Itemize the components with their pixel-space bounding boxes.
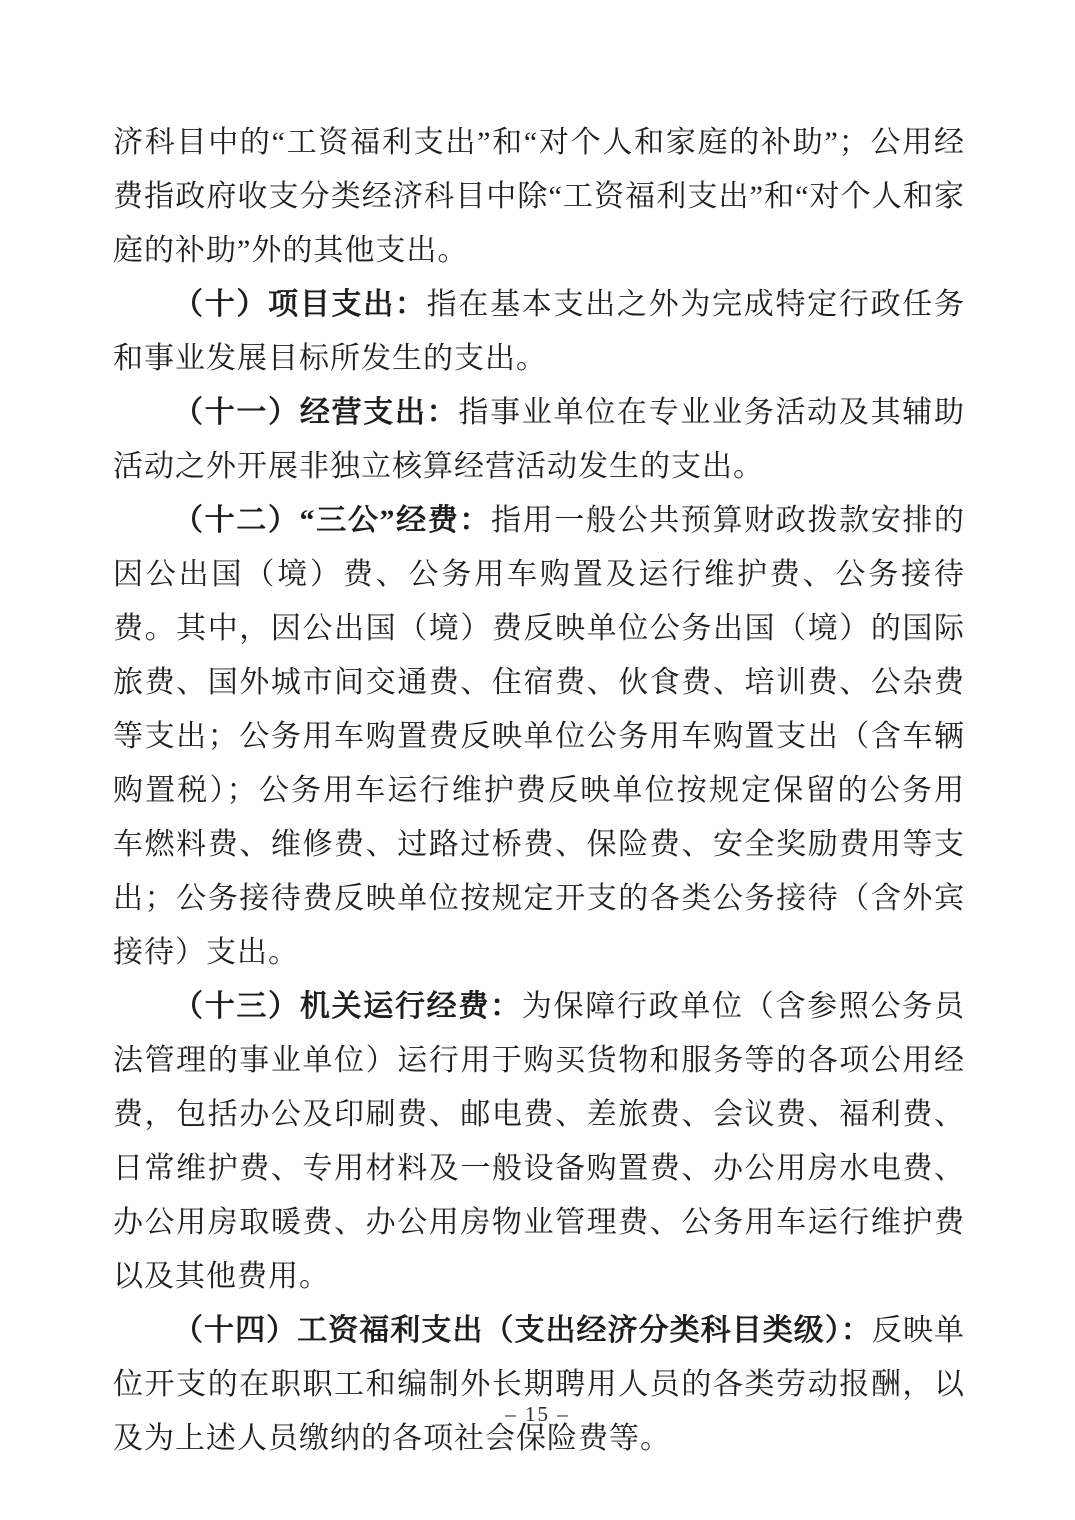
paragraph-text: 指事业单位在专业业务活动及其辅助活动之外开展非独立核算经营活动发生的支出。 bbox=[113, 396, 965, 483]
paragraph-text: 济科目中的“工资福利支出”和“对个人和家庭的补助”；公用经费指政府收支分类经济科目中除“工资福利支出”和“对个人和家庭的补助”外的其他支出。 bbox=[113, 126, 965, 267]
section-label: （十一）经营支出： bbox=[173, 396, 459, 429]
paragraph-text: 反映单位开支的在职职工和编制外长期聘用人员的各类劳动报酬，以及为上述人员缴纳的各项社会保险费等。 bbox=[113, 1314, 966, 1455]
paragraph-operating-expenditure bbox=[113, 386, 965, 494]
page-number: – 15 – bbox=[505, 1402, 570, 1426]
section-label: （十四）工资福利支出（支出经济分类科目类级）： bbox=[173, 1314, 872, 1347]
section-label: （十三）机关运行经费： bbox=[173, 990, 522, 1023]
paragraph-text: 指在基本支出之外为完成特定行政任务和事业发展目标所发生的支出。 bbox=[113, 288, 966, 375]
section-label: （十二）“三公”经费： bbox=[173, 504, 492, 537]
paragraph-item-expenditure bbox=[113, 278, 965, 386]
paragraph-three-public-funds bbox=[113, 494, 965, 980]
paragraph-text: 指用一般公共预算财政拨款安排的因公出国（境）费、公务用车购置及运行维护费、公务接待费。其中，因公出国（境）费反映单位公务出国（境）的国际旅费、国外城市间交通费、住宿费、伙食费、培训费、公杂费等支出；公务用车购置费反映单位公务用车购置支出（含车辆购置税）；公务用车运行维护费反映单位按规定保留的公务用车燃料费、维修费、过路过桥费、保险费、安全奖励费用等支出；公务接待费反映单位按规定开支的各类公务接待（含外宾接待）支出。 bbox=[113, 504, 966, 969]
text-block bbox=[113, 116, 965, 1466]
section-label: （十）项目支出： bbox=[173, 288, 427, 321]
paragraph-continuation bbox=[113, 116, 965, 278]
paragraph-agency-operating-funds bbox=[113, 980, 965, 1304]
paragraph-text: 为保障行政单位（含参照公务员法管理的事业单位）运行用于购买货物和服务等的各项公用经费，包括办公及印刷费、邮电费、差旅费、会议费、福利费、日常维护费、专用材料及一般设备购置费、办公用房水电费、办公用房取暖费、办公用房物业管理费、公务用车运行维护费以及其他费用。 bbox=[113, 990, 966, 1293]
paragraph-wage-welfare-expenditure bbox=[113, 1304, 965, 1466]
